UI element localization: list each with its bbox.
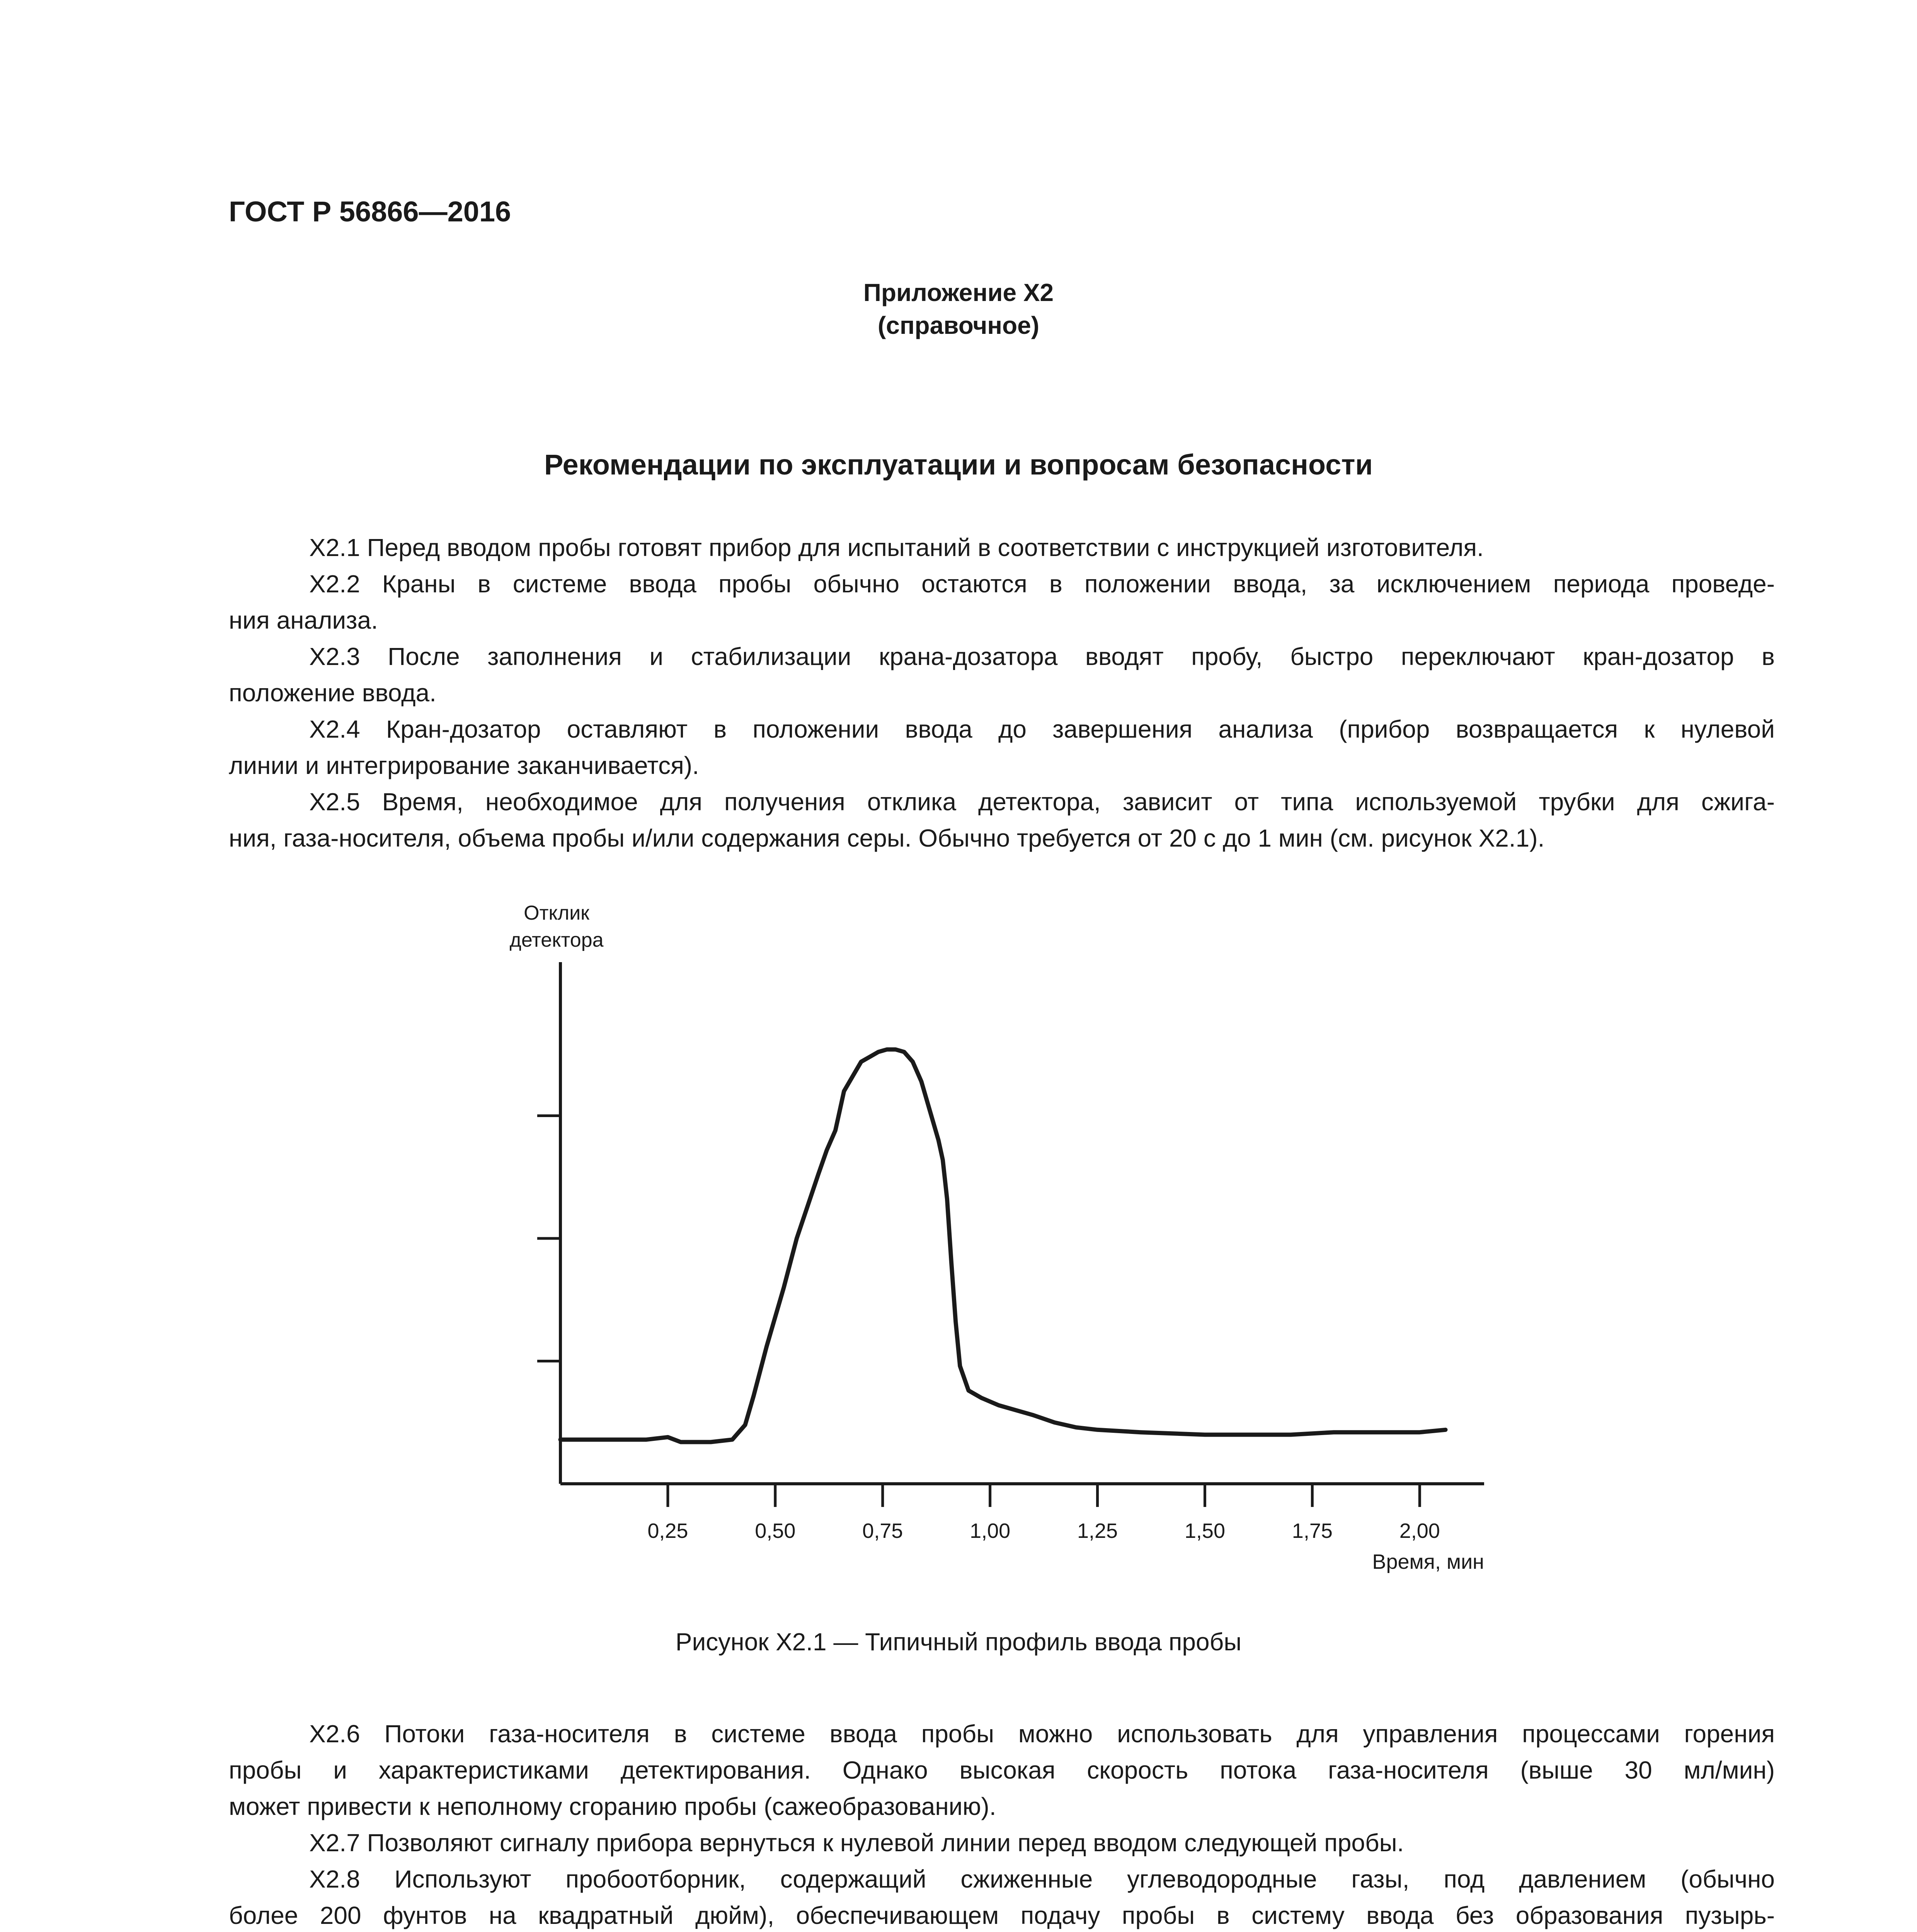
paragraphs-block-2 [229, 1716, 1775, 1932]
paragraph-line: положение ввода. [229, 679, 436, 707]
paragraph-line: пробы и характеристиками детектирования. Однако высокая скорость потока газа-носителя (выше 30 мл/мин) [229, 1756, 1775, 1784]
paragraph-line: Х2.5 Время, необходимое для получения отклика детектора, зависит от типа используемой трубки для сжига- [309, 788, 1775, 816]
x-tick-label: 0,25 [647, 1519, 688, 1543]
paragraph-line: может привести к неполному сгоранию пробы (сажеобразованию). [229, 1793, 996, 1820]
sample-injection-profile-chart [448, 889, 1542, 1623]
paragraph-line: Х2.6 Потоки газа-носителя в системе ввода пробы можно использовать для управления процессами горения [309, 1720, 1775, 1748]
paragraphs-block-1 [229, 529, 1775, 856]
standard-code: ГОСТ Р 56866—2016 [229, 196, 511, 228]
x-tick-label: 1,75 [1292, 1519, 1333, 1543]
figure-caption: Рисунок Х2.1 — Типичный профиль ввода пробы [675, 1628, 1242, 1656]
paragraph-line: Х2.8 Используют пробоотборник, содержащий сжиженные углеводородные газы, под давлением (обычно [309, 1865, 1775, 1893]
x-axis-label: Время, мин [1372, 1550, 1484, 1573]
series-line-detector-response [560, 1049, 1445, 1442]
annex-status: (справочное) [877, 311, 1040, 339]
paragraph-line: Х2.7 Позволяют сигналу прибора вернуться к нулевой линии перед вводом следующей пробы. [309, 1829, 1404, 1857]
paragraph-line: Х2.3 После заполнения и стабилизации крана-дозатора вводят пробу, быстро переключают кран-дозатор в [309, 643, 1775, 670]
x-tick-label: 1,50 [1184, 1519, 1225, 1543]
x-tick-label: 0,50 [755, 1519, 796, 1543]
y-axis-label-line1: Отклик [524, 902, 589, 924]
y-axis-label-line2: детектора [509, 929, 604, 951]
paragraph-line: Х2.2 Краны в системе ввода пробы обычно остаются в положении ввода, за исключением периода проведе- [309, 570, 1775, 598]
x-tick-label: 0,75 [862, 1519, 903, 1543]
paragraph-line: Х2.4 Кран-дозатор оставляют в положении ввода до завершения анализа (прибор возвращается к нулевой [309, 715, 1775, 743]
section-title: Рекомендации по эксплуатации и вопросам безопасности [544, 449, 1373, 481]
x-tick-label: 1,25 [1077, 1519, 1118, 1543]
annex-title: Приложение Х2 [863, 279, 1054, 306]
paragraph-line: ния, газа-носителя, объема пробы и/или содержания серы. Обычно требуется от 20 с до 1 мин (см. рисунок Х2.1). [229, 824, 1545, 852]
x-tick-label: 1,00 [970, 1519, 1011, 1543]
paragraph-line: линии и интегрирование заканчивается). [229, 752, 699, 779]
paragraph-line: ния анализа. [229, 606, 378, 634]
paragraph-line: Х2.1 Перед вводом пробы готовят прибор для испытаний в соответствии с инструкцией изготовителя. [309, 534, 1484, 561]
x-tick-label: 2,00 [1399, 1519, 1440, 1543]
paragraph-line: более 200 фунтов на квадратный дюйм), обеспечивающем подачу пробы в систему ввода без образования пузырь- [229, 1901, 1775, 1929]
